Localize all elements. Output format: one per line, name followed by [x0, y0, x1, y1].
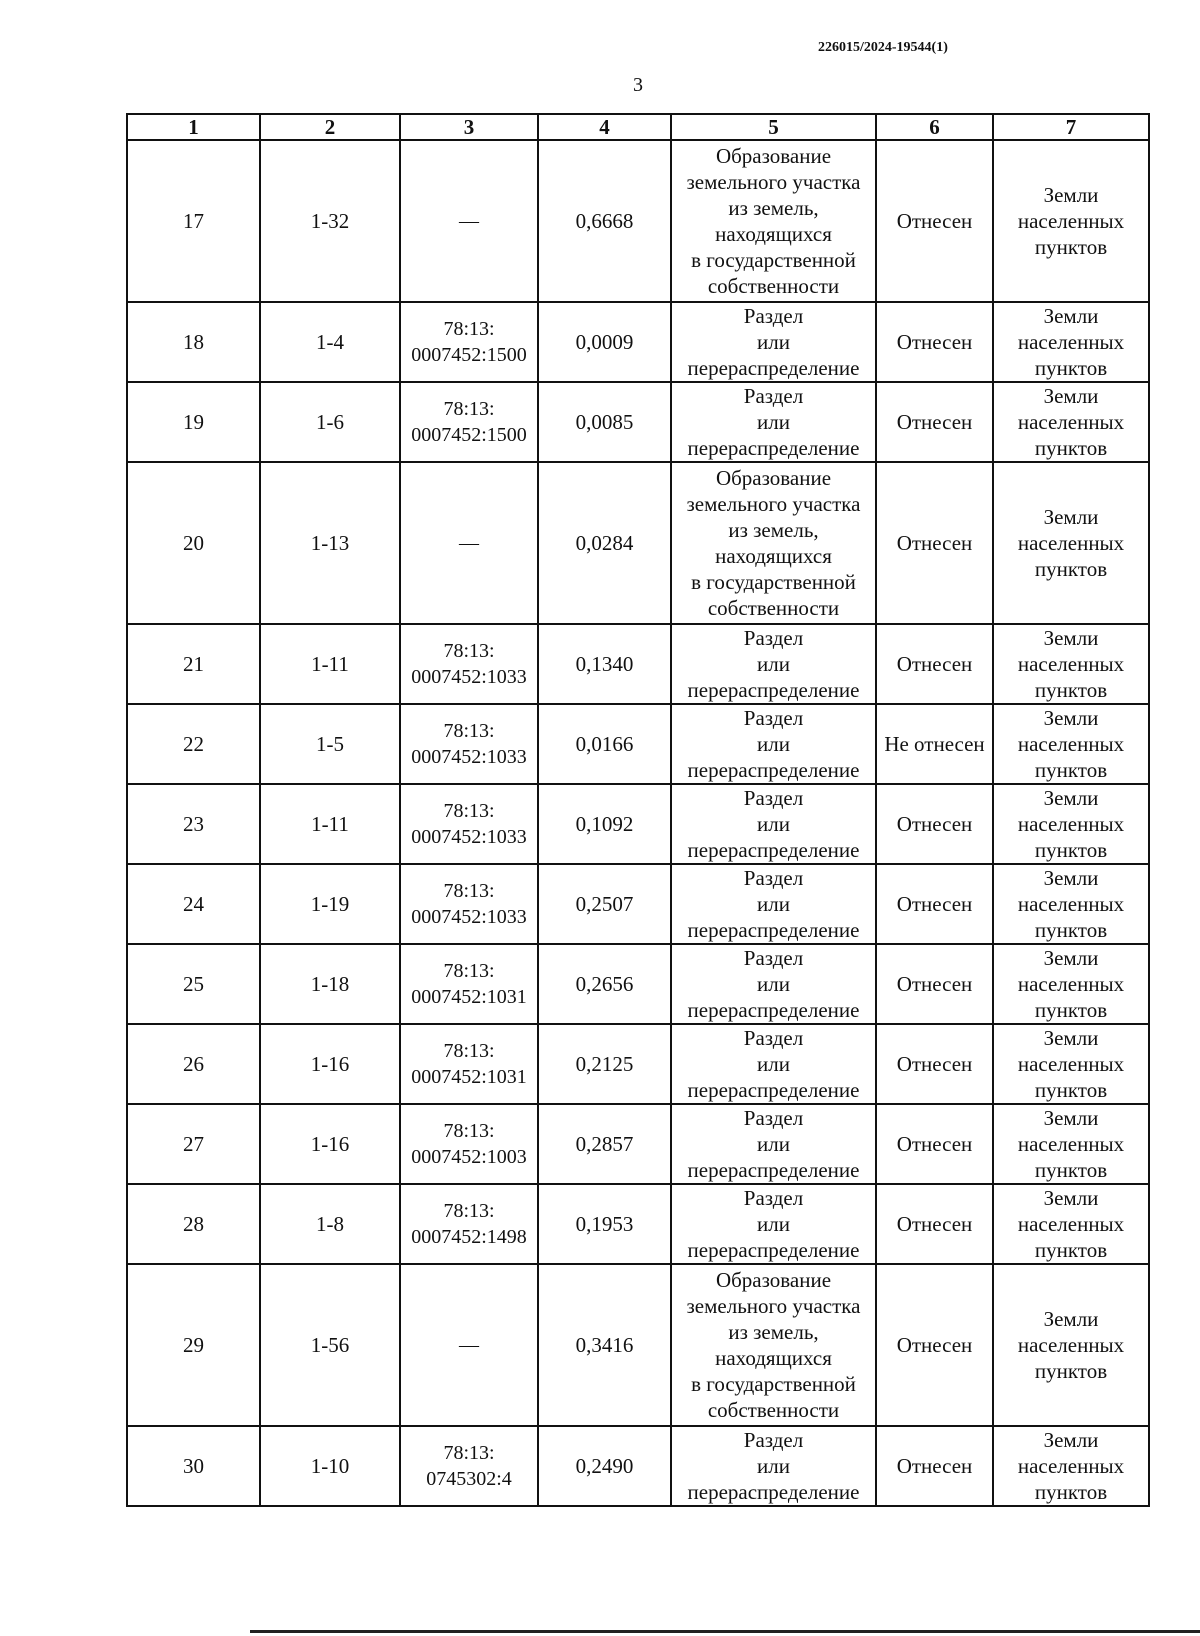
cadastral-number-cell: 78:13: 0007452:1033 — [400, 784, 538, 864]
action-cell: Раздел или перераспределение — [671, 1184, 876, 1264]
action-cell: Раздел или перераспределение — [671, 382, 876, 462]
table-row — [127, 1024, 1149, 1104]
action-cell: Раздел или перераспределение — [671, 1104, 876, 1184]
zone-cell: 1-6 — [260, 382, 400, 462]
action-cell: Раздел или перераспределение — [671, 302, 876, 382]
cadastral-number-cell: 78:13: 0007452:1033 — [400, 704, 538, 784]
status-cell: Отнесен — [876, 1024, 993, 1104]
action-cell: Раздел или перераспределение — [671, 1426, 876, 1506]
table-row — [127, 1264, 1149, 1426]
column-header: 6 — [876, 114, 993, 140]
area-cell: 0,1953 — [538, 1184, 671, 1264]
land-category-cell: Земли населенных пунктов — [993, 1184, 1149, 1264]
cadastral-number-cell: 78:13: 0007452:1498 — [400, 1184, 538, 1264]
column-header: 5 — [671, 114, 876, 140]
table-row — [127, 624, 1149, 704]
land-category-cell: Земли населенных пунктов — [993, 302, 1149, 382]
area-cell: 0,2857 — [538, 1104, 671, 1184]
zone-cell: 1-10 — [260, 1426, 400, 1506]
row-number-cell: 21 — [127, 624, 260, 704]
land-category-cell: Земли населенных пунктов — [993, 1264, 1149, 1426]
area-cell: 0,0284 — [538, 462, 671, 624]
row-number-cell: 28 — [127, 1184, 260, 1264]
status-cell: Отнесен — [876, 140, 993, 302]
action-cell: Раздел или перераспределение — [671, 784, 876, 864]
cadastral-number-cell: — — [400, 140, 538, 302]
status-cell: Отнесен — [876, 784, 993, 864]
cadastral-number-cell: — — [400, 1264, 538, 1426]
action-cell: Образование земельного участка из земель, находящихся в государственной собственности — [671, 462, 876, 624]
column-header: 4 — [538, 114, 671, 140]
table-row — [127, 1184, 1149, 1264]
cadastral-number-cell: 78:13: 0007452:1500 — [400, 382, 538, 462]
table-row — [127, 1426, 1149, 1506]
status-cell: Отнесен — [876, 302, 993, 382]
column-header: 3 — [400, 114, 538, 140]
cadastral-number-cell: 78:13: 0007452:1500 — [400, 302, 538, 382]
area-cell: 0,1092 — [538, 784, 671, 864]
status-cell: Отнесен — [876, 944, 993, 1024]
status-cell: Отнесен — [876, 1264, 993, 1426]
zone-cell: 1-18 — [260, 944, 400, 1024]
land-category-cell: Земли населенных пунктов — [993, 864, 1149, 944]
action-cell: Образование земельного участка из земель, находящихся в государственной собственности — [671, 140, 876, 302]
row-number-cell: 24 — [127, 864, 260, 944]
row-number-cell: 20 — [127, 462, 260, 624]
land-category-cell: Земли населенных пунктов — [993, 1426, 1149, 1506]
area-cell: 0,2125 — [538, 1024, 671, 1104]
action-cell: Раздел или перераспределение — [671, 704, 876, 784]
row-number-cell: 19 — [127, 382, 260, 462]
land-category-cell: Земли населенных пунктов — [993, 784, 1149, 864]
area-cell: 0,2656 — [538, 944, 671, 1024]
land-plots-table — [126, 113, 1150, 1507]
action-cell: Образование земельного участка из земель, находящихся в государственной собственности — [671, 1264, 876, 1426]
zone-cell: 1-4 — [260, 302, 400, 382]
status-cell: Отнесен — [876, 1426, 993, 1506]
table-row — [127, 462, 1149, 624]
zone-cell: 1-8 — [260, 1184, 400, 1264]
action-cell: Раздел или перераспределение — [671, 624, 876, 704]
cadastral-number-cell: — — [400, 462, 538, 624]
cadastral-number-cell: 78:13: 0745302:4 — [400, 1426, 538, 1506]
table-row — [127, 1104, 1149, 1184]
zone-cell: 1-32 — [260, 140, 400, 302]
table-row — [127, 784, 1149, 864]
status-cell: Отнесен — [876, 382, 993, 462]
table-row — [127, 704, 1149, 784]
status-cell: Отнесен — [876, 864, 993, 944]
area-cell: 0,3416 — [538, 1264, 671, 1426]
cadastral-number-cell: 78:13: 0007452:1033 — [400, 864, 538, 944]
area-cell: 0,1340 — [538, 624, 671, 704]
area-cell: 0,2490 — [538, 1426, 671, 1506]
cadastral-number-cell: 78:13: 0007452:1033 — [400, 624, 538, 704]
table-row — [127, 864, 1149, 944]
column-header: 1 — [127, 114, 260, 140]
row-number-cell: 30 — [127, 1426, 260, 1506]
row-number-cell: 22 — [127, 704, 260, 784]
row-number-cell: 25 — [127, 944, 260, 1024]
area-cell: 0,0009 — [538, 302, 671, 382]
land-category-cell: Земли населенных пунктов — [993, 140, 1149, 302]
action-cell: Раздел или перераспределение — [671, 864, 876, 944]
land-category-cell: Земли населенных пунктов — [993, 1104, 1149, 1184]
zone-cell: 1-11 — [260, 784, 400, 864]
row-number-cell: 27 — [127, 1104, 260, 1184]
row-number-cell: 29 — [127, 1264, 260, 1426]
action-cell: Раздел или перераспределение — [671, 1024, 876, 1104]
land-category-cell: Земли населенных пунктов — [993, 1024, 1149, 1104]
scan-edge-line — [250, 1630, 1200, 1633]
row-number-cell: 18 — [127, 302, 260, 382]
cadastral-number-cell: 78:13: 0007452:1031 — [400, 1024, 538, 1104]
table-row — [127, 382, 1149, 462]
status-cell: Отнесен — [876, 624, 993, 704]
status-cell: Не отнесен — [876, 704, 993, 784]
column-header: 7 — [993, 114, 1149, 140]
cadastral-number-cell: 78:13: 0007452:1031 — [400, 944, 538, 1024]
table-header-row — [127, 114, 1149, 140]
zone-cell: 1-19 — [260, 864, 400, 944]
row-number-cell: 23 — [127, 784, 260, 864]
cadastral-number-cell: 78:13: 0007452:1003 — [400, 1104, 538, 1184]
zone-cell: 1-16 — [260, 1104, 400, 1184]
table-row — [127, 140, 1149, 302]
zone-cell: 1-16 — [260, 1024, 400, 1104]
zone-cell: 1-5 — [260, 704, 400, 784]
column-header: 2 — [260, 114, 400, 140]
zone-cell: 1-56 — [260, 1264, 400, 1426]
land-category-cell: Земли населенных пунктов — [993, 944, 1149, 1024]
land-category-cell: Земли населенных пунктов — [993, 462, 1149, 624]
area-cell: 0,0166 — [538, 704, 671, 784]
land-category-cell: Земли населенных пунктов — [993, 704, 1149, 784]
land-category-cell: Земли населенных пунктов — [993, 624, 1149, 704]
area-cell: 0,2507 — [538, 864, 671, 944]
status-cell: Отнесен — [876, 462, 993, 624]
row-number-cell: 17 — [127, 140, 260, 302]
status-cell: Отнесен — [876, 1184, 993, 1264]
document-number: 226015/2024-19544(1) — [818, 40, 948, 55]
row-number-cell: 26 — [127, 1024, 260, 1104]
table-row — [127, 944, 1149, 1024]
land-category-cell: Земли населенных пунктов — [993, 382, 1149, 462]
area-cell: 0,0085 — [538, 382, 671, 462]
table-row — [127, 302, 1149, 382]
page-number: 3 — [633, 74, 643, 96]
status-cell: Отнесен — [876, 1104, 993, 1184]
action-cell: Раздел или перераспределение — [671, 944, 876, 1024]
zone-cell: 1-13 — [260, 462, 400, 624]
zone-cell: 1-11 — [260, 624, 400, 704]
area-cell: 0,6668 — [538, 140, 671, 302]
